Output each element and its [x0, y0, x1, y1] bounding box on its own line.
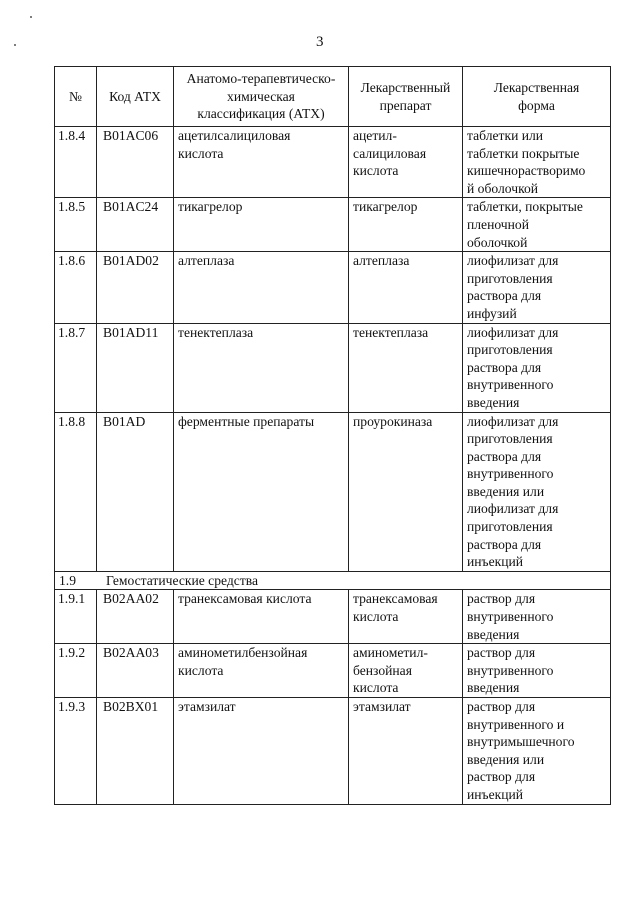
cell-classification: тикагрелор: [174, 198, 349, 252]
header-classification: Анатомо-терапевтическо- химическая классификация (АТХ): [174, 67, 349, 127]
page-number: 3: [316, 34, 324, 50]
cell-classification: ферментные препараты: [174, 412, 349, 571]
cell-form: таблетки или таблетки покрытые кишечнорастворимо й оболочкой: [463, 127, 611, 198]
section-row: [55, 571, 611, 590]
cell-drug: проурокиназа: [349, 412, 463, 571]
cell-drug: транексамовая кислота: [349, 590, 463, 644]
cell-drug: ацетил- салициловая кислота: [349, 127, 463, 198]
cell-drug: тенектеплаза: [349, 323, 463, 412]
table-row: [55, 644, 611, 698]
section-cell: [55, 571, 611, 590]
cell-num: 1.9.2: [55, 644, 97, 698]
section-title: Гемостатические средства: [106, 572, 259, 588]
cell-code: B01AC06: [97, 127, 174, 198]
header-code: Код АТХ: [97, 67, 174, 127]
cell-classification: транексамовая кислота: [174, 590, 349, 644]
table-row: [55, 198, 611, 252]
cell-classification: алтеплаза: [174, 252, 349, 323]
cell-num: 1.8.4: [55, 127, 97, 198]
cell-drug: аминометил- бензойная кислота: [349, 644, 463, 698]
header-drug: Лекарственный препарат: [349, 67, 463, 127]
cell-code: B01AD02: [97, 252, 174, 323]
cell-form: лиофилизат для приготовления раствора для инфузий: [463, 252, 611, 323]
cell-form: лиофилизат для приготовления раствора для внутривенного введения или лиофилизат для приготовления раствора для инъекций: [463, 412, 611, 571]
header-form: Лекарственная форма: [463, 67, 611, 127]
cell-form: таблетки, покрытые пленочной оболочкой: [463, 198, 611, 252]
table-row: [55, 127, 611, 198]
atc-table: [54, 66, 611, 805]
cell-form: раствор для внутривенного введения: [463, 644, 611, 698]
cell-code: B01AD: [97, 412, 174, 571]
cell-drug: тикагрелор: [349, 198, 463, 252]
table-row: [55, 323, 611, 412]
cell-code: B01AC24: [97, 198, 174, 252]
section-num: 1.9: [59, 572, 76, 588]
cell-num: 1.9.3: [55, 698, 97, 805]
cell-code: B02AA03: [97, 644, 174, 698]
header-num: №: [55, 67, 97, 127]
cell-form: раствор для внутривенного и внутримышечного введения или раствор для инъекций: [463, 698, 611, 805]
cell-drug: алтеплаза: [349, 252, 463, 323]
cell-classification: аминометилбензойная кислота: [174, 644, 349, 698]
cell-classification: ацетилсалициловая кислота: [174, 127, 349, 198]
cell-classification: тенектеплаза: [174, 323, 349, 412]
cell-num: 1.8.7: [55, 323, 97, 412]
cell-code: B01AD11: [97, 323, 174, 412]
table-row: [55, 590, 611, 644]
cell-num: 1.8.6: [55, 252, 97, 323]
table-row: [55, 698, 611, 805]
cell-form: раствор для внутривенного введения: [463, 590, 611, 644]
cell-code: B02AA02: [97, 590, 174, 644]
cell-form: лиофилизат для приготовления раствора для внутривенного введения: [463, 323, 611, 412]
table-row: [55, 412, 611, 571]
table-row: [55, 252, 611, 323]
table-header-row: [55, 67, 611, 127]
cell-classification: этамзилат: [174, 698, 349, 805]
cell-num: 1.9.1: [55, 590, 97, 644]
cell-code: B02BX01: [97, 698, 174, 805]
cell-num: 1.8.8: [55, 412, 97, 571]
scan-speck: [30, 16, 32, 18]
cell-num: 1.8.5: [55, 198, 97, 252]
cell-drug: этамзилат: [349, 698, 463, 805]
